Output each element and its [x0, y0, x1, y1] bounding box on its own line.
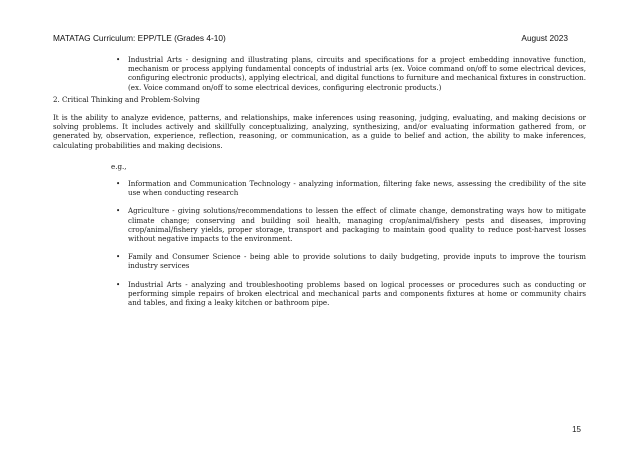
- example-bullet-list: [53, 179, 586, 307]
- list-item: [53, 252, 586, 270]
- header-date: August 2023: [521, 33, 568, 43]
- bullet-text: Industrial Arts - designing and illustrating plans, circuits and specifications for a project embedding innovative function, mechanism or process applying fundamental concepts of industrial arts (ex. Voice command on/off to some electrical devices, configuring electronic products), applying electrical, and digital functions to furniture and mechanical fixtures in construction. (ex. Voice command on/off to some electrical devices, configuring electronic products.): [128, 55, 586, 92]
- bullet-text: Industrial Arts - analyzing and troubleshooting problems based on logical processes or procedures such as conducting or performing simple repairs of broken electrical and mechanical parts and components fixtures at home or community chairs and tables, and fixing a leaky kitchen or bathroom pipe.: [128, 279, 586, 308]
- bullet-icon: •: [116, 279, 121, 289]
- page-number: 15: [572, 425, 581, 434]
- example-label: e.g.,: [111, 161, 127, 171]
- list-item: [53, 179, 586, 197]
- bullet-icon: •: [116, 55, 121, 64]
- list-item: [53, 206, 586, 243]
- section-title: 2. Critical Thinking and Problem-Solving: [53, 94, 200, 104]
- header-title: MATATAG Curriculum: EPP/TLE (Grades 4-10): [53, 33, 226, 43]
- bullet-icon: •: [116, 206, 121, 216]
- top-bullet-list: [53, 55, 586, 92]
- bullet-text: Agriculture - giving solutions/recommendations to lessen the effect of climate change, demonstrating ways how to mitigate climate change; conserving and building soil health, managing crop/animal/fishery pests and diseases, improving crop/animal/fishery yields, proper storage, transport and packaging to maintain good quality to reduce post-harvest losses without negative impacts to the environment.: [128, 206, 586, 244]
- list-item: [53, 280, 586, 308]
- section-paragraph: It is the ability to analyze evidence, patterns, and relationships, make inferences using reasoning, judging, evaluating, and making decisions or solving problems. It includes actively and skillfully conceptualizing, analyzing, synthesizing, and/or evaluating information gathered from, or generated by, observation, experience, reflection, reasoning, or communication, as a guide to belief and action, the ability to make inferences, calculating probabilities and making decisions.: [53, 113, 586, 150]
- page-content: [53, 55, 586, 316]
- bullet-icon: •: [116, 179, 121, 189]
- bullet-icon: •: [116, 252, 121, 262]
- page-header: [53, 33, 568, 45]
- bullet-text: Family and Consumer Science - being able to provide solutions to daily budgeting, provide inputs to improve the tourism industry services: [128, 252, 586, 271]
- list-item: [53, 55, 586, 92]
- bullet-text: Information and Communication Technology - analyzing information, filtering fake news, assessing the credibility of the site use when conducting research: [128, 179, 586, 198]
